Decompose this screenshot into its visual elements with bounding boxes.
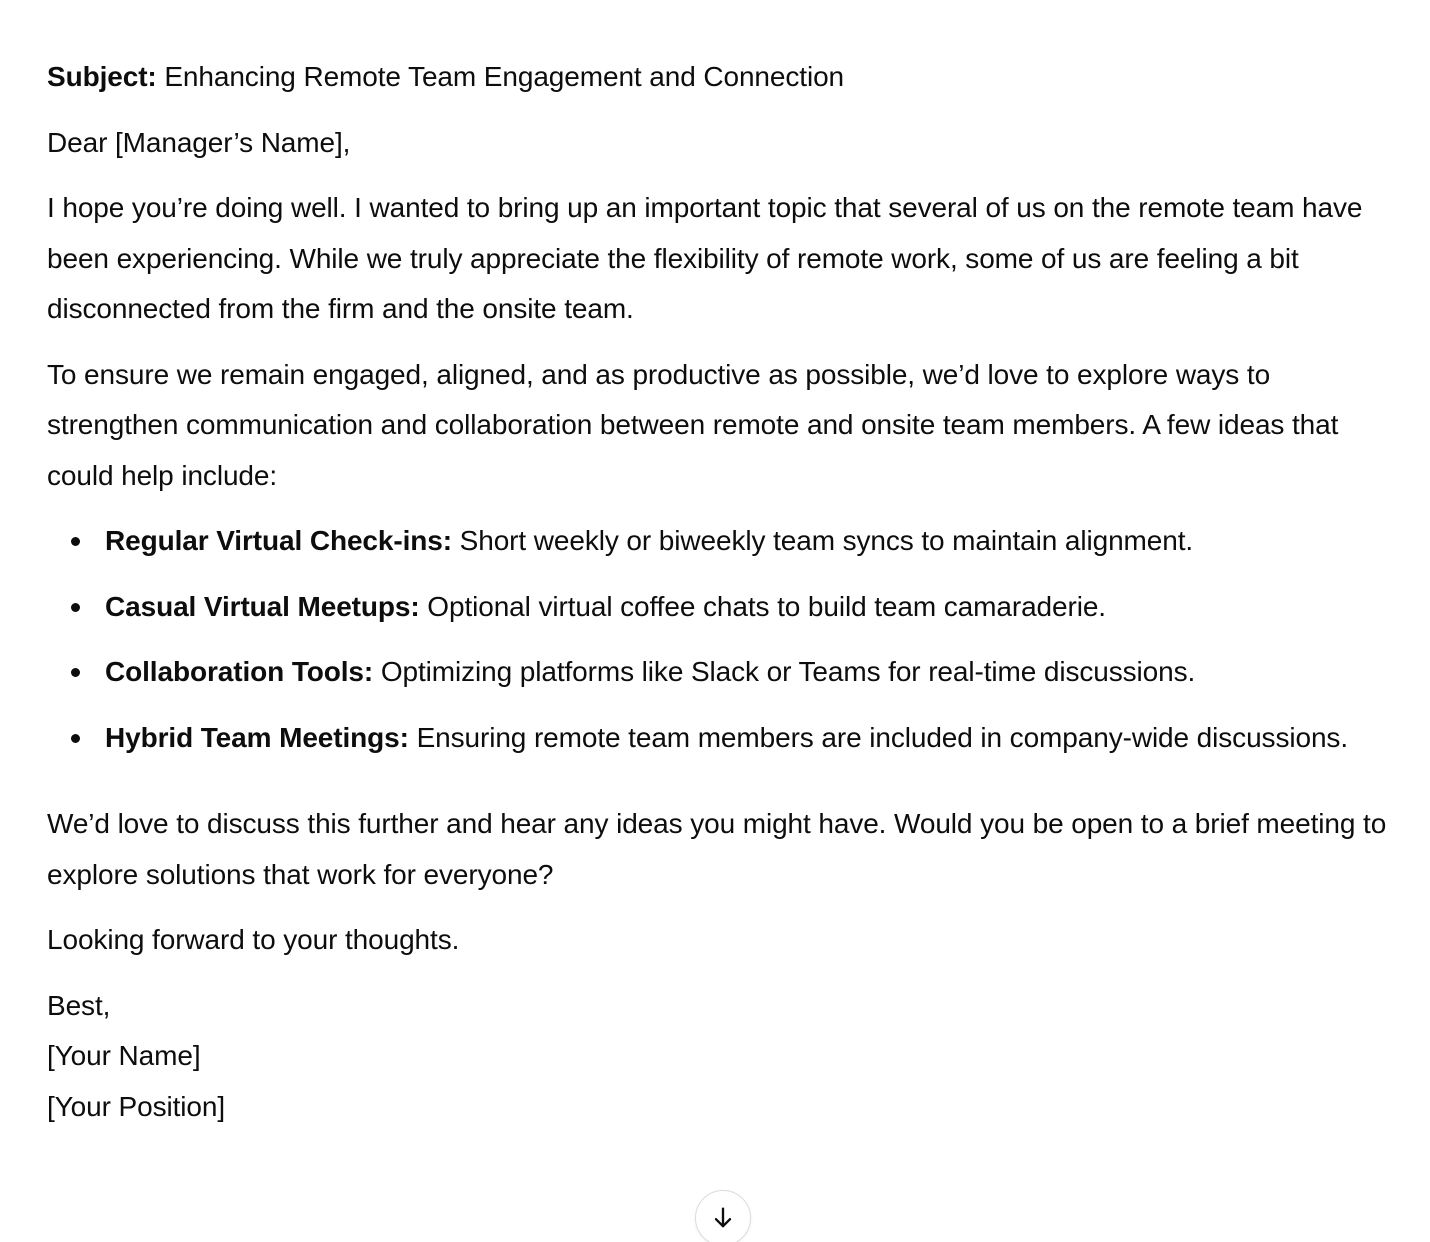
bullet-icon bbox=[71, 668, 80, 677]
ideas-list bbox=[47, 516, 1392, 763]
bullet-icon bbox=[71, 603, 80, 612]
list-item bbox=[105, 582, 1392, 633]
list-item bbox=[105, 713, 1392, 764]
bullet-icon bbox=[71, 734, 80, 743]
email-paragraph-1: I hope you’re doing well. I wanted to bring up an important topic that several of us on the remote team have been experiencing. While we truly appreciate the flexibility of remote work, some of us are feeling a bit disconnected from the firm and the onsite team. bbox=[47, 192, 1363, 324]
email-signature bbox=[47, 981, 1392, 1133]
email-subject bbox=[47, 52, 1392, 103]
idea-text: Optional virtual coffee chats to build team camaraderie. bbox=[419, 590, 1106, 622]
idea-text: Ensuring remote team members are included in company-wide discussions. bbox=[408, 721, 1348, 753]
name-placeholder: [Your Name] bbox=[47, 1040, 201, 1071]
list-item bbox=[105, 647, 1392, 698]
idea-title: Hybrid Team Meetings: bbox=[105, 721, 409, 753]
subject-label: Subject: bbox=[47, 61, 157, 92]
list-item bbox=[105, 516, 1392, 567]
arrow-down-icon bbox=[709, 1204, 737, 1232]
assistant-message bbox=[47, 52, 1392, 1132]
bullet-icon bbox=[71, 537, 80, 546]
scroll-to-bottom-button[interactable] bbox=[695, 1190, 751, 1242]
subject-text: Enhancing Remote Team Engagement and Connection bbox=[156, 61, 845, 92]
idea-title: Casual Virtual Meetups: bbox=[105, 590, 420, 622]
email-greeting: Dear [Manager’s Name], bbox=[47, 126, 351, 158]
idea-title: Regular Virtual Check-ins: bbox=[105, 525, 452, 556]
email-paragraph-2: To ensure we remain engaged, aligned, and as productive as possible, we’d love to explore ways to strengthen communication and collaboration between remote and onsite team members. A few ideas that could help include: bbox=[47, 358, 1339, 491]
idea-text: Short weekly or biweekly team syncs to maintain alignment. bbox=[451, 525, 1194, 556]
idea-text: Optimizing platforms like Slack or Teams for real-time discussions. bbox=[373, 656, 1196, 687]
signoff-text: Best, bbox=[47, 989, 111, 1021]
position-placeholder: [Your Position] bbox=[47, 1090, 226, 1122]
email-paragraph-3: We’d love to discuss this further and hear any ideas you might have. Would you be open to a brief meeting to explore solutions that work for everyone? bbox=[47, 808, 1387, 890]
email-closing-line: Looking forward to your thoughts. bbox=[47, 924, 460, 955]
idea-title: Collaboration Tools: bbox=[105, 656, 374, 687]
